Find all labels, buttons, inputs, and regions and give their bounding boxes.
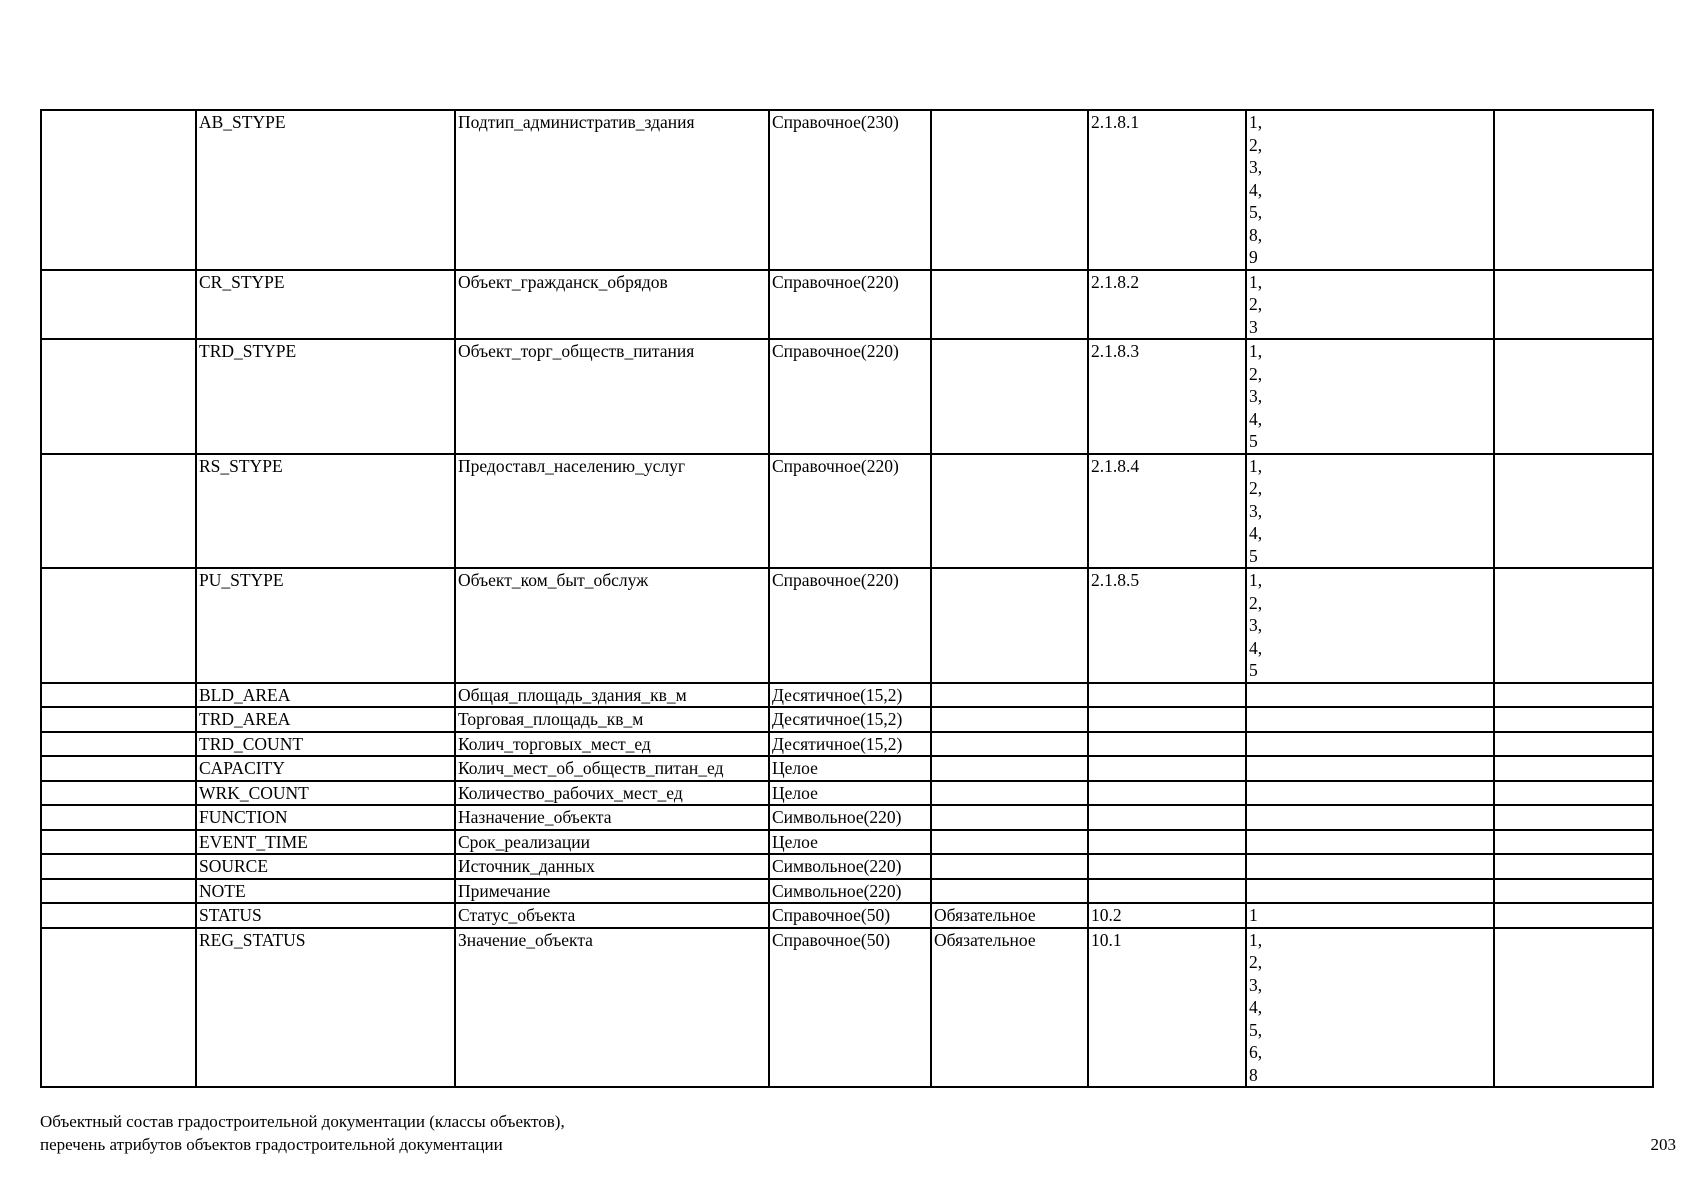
attribute-required [931, 879, 1088, 904]
attribute-name: Объект_ком_быт_обслуж [455, 568, 769, 683]
attributes-table [40, 109, 1654, 1088]
row-blank-end [1494, 781, 1653, 806]
attribute-code: BLD_AREA [196, 683, 455, 708]
value-item: 4, [1249, 637, 1263, 658]
attribute-required [931, 854, 1088, 879]
row-blank-end [1494, 879, 1653, 904]
attribute-type: Справочное(50) [769, 928, 931, 1088]
row-blank [41, 270, 196, 340]
attribute-name: Объект_торг_обществ_питания [455, 339, 769, 454]
attribute-ref: 2.1.8.4 [1088, 454, 1246, 569]
attribute-name: Статус_объекта [455, 903, 769, 928]
value-item: 3, [1249, 386, 1263, 406]
row-blank [41, 339, 196, 454]
value-item: 3, [1249, 157, 1263, 177]
attribute-name: Назначение_объекта [455, 805, 769, 830]
row-blank-end [1494, 928, 1653, 1088]
attribute-code: SOURCE [196, 854, 455, 879]
page-number: 203 [1650, 1135, 1676, 1154]
attribute-code: PU_STYPE [196, 568, 455, 683]
row-blank-end [1494, 854, 1653, 879]
attribute-type: Символьное(220) [769, 805, 931, 830]
attribute-code: EVENT_TIME [196, 830, 455, 855]
attribute-ref [1088, 781, 1246, 806]
attribute-code: CAPACITY [196, 756, 455, 781]
attribute-name: Торговая_площадь_кв_м [455, 707, 769, 732]
table-row [41, 854, 1653, 879]
row-blank [41, 781, 196, 806]
attribute-type: Справочное(230) [769, 110, 931, 270]
row-blank [41, 903, 196, 928]
attribute-values [1246, 756, 1494, 781]
value-item: 3 [1249, 316, 1258, 337]
attribute-type: Целое [769, 781, 931, 806]
attribute-type: Справочное(220) [769, 568, 931, 683]
attribute-ref [1088, 732, 1246, 757]
row-blank [41, 707, 196, 732]
attribute-required [931, 568, 1088, 683]
attribute-code: NOTE [196, 879, 455, 904]
attribute-type: Десятичное(15,2) [769, 707, 931, 732]
value-item: 5 [1249, 545, 1258, 566]
attribute-ref: 10.1 [1088, 928, 1246, 1088]
value-item: 1, [1249, 570, 1263, 590]
footer-line-1: Объектный состав градостроительной документации (классы объектов), [40, 1112, 565, 1131]
attribute-values [1246, 879, 1494, 904]
attribute-name: Общая_площадь_здания_кв_м [455, 683, 769, 708]
attribute-values [1246, 903, 1494, 928]
table-row [41, 928, 1653, 1088]
attribute-name: Источник_данных [455, 854, 769, 879]
footer-line-2: перечень атрибутов объектов градостроительной документации [40, 1135, 503, 1154]
row-blank-end [1494, 683, 1653, 708]
value-item: 4, [1249, 523, 1263, 543]
attribute-name: Количество_рабочих_мест_ед [455, 781, 769, 806]
attribute-type: Справочное(50) [769, 903, 931, 928]
attribute-required [931, 110, 1088, 270]
row-blank-end [1494, 732, 1653, 757]
table-row [41, 756, 1653, 781]
attribute-ref: 2.1.8.1 [1088, 110, 1246, 270]
table-row [41, 805, 1653, 830]
attribute-type: Символьное(220) [769, 854, 931, 879]
attribute-code: FUNCTION [196, 805, 455, 830]
attribute-required [931, 270, 1088, 340]
value-item: 1, [1249, 341, 1263, 361]
attribute-required [931, 732, 1088, 757]
attribute-type: Символьное(220) [769, 879, 931, 904]
attribute-code: STATUS [196, 903, 455, 928]
attribute-code: TRD_COUNT [196, 732, 455, 757]
attribute-required [931, 339, 1088, 454]
attribute-required [931, 781, 1088, 806]
attribute-name: Предоставл_населению_услуг [455, 454, 769, 569]
table-row [41, 454, 1653, 569]
attribute-type: Десятичное(15,2) [769, 732, 931, 757]
table-row [41, 683, 1653, 708]
attribute-ref [1088, 683, 1246, 708]
attribute-ref: 10.2 [1088, 903, 1246, 928]
row-blank-end [1494, 454, 1653, 569]
value-item: 1, [1249, 271, 1263, 292]
attribute-type: Целое [769, 830, 931, 855]
attribute-values [1246, 568, 1494, 683]
row-blank-end [1494, 568, 1653, 683]
value-item: 5 [1249, 431, 1258, 451]
attribute-code: TRD_STYPE [196, 339, 455, 454]
footer [40, 1110, 565, 1156]
attribute-required: Обязательное [931, 928, 1088, 1088]
table-row [41, 707, 1653, 732]
attribute-required [931, 756, 1088, 781]
attribute-name: Примечание [455, 879, 769, 904]
value-item: 1, [1249, 455, 1263, 476]
attribute-required [931, 683, 1088, 708]
value-item: 5, [1249, 202, 1263, 222]
attribute-values [1246, 732, 1494, 757]
row-blank-end [1494, 270, 1653, 340]
value-item: 5, [1249, 1019, 1263, 1040]
attribute-values [1246, 830, 1494, 855]
value-item: 3, [1249, 974, 1263, 995]
attribute-name: Колич_торговых_мест_ед [455, 732, 769, 757]
table-row [41, 110, 1653, 270]
attribute-code: TRD_AREA [196, 707, 455, 732]
attribute-ref [1088, 830, 1246, 855]
value-item: 4, [1249, 997, 1263, 1017]
row-blank [41, 756, 196, 781]
value-item: 1, [1249, 929, 1263, 950]
row-blank-end [1494, 339, 1653, 454]
attribute-type: Справочное(220) [769, 339, 931, 454]
attribute-values [1246, 683, 1494, 708]
value-item: 4, [1249, 408, 1263, 429]
value-item: 3, [1249, 615, 1263, 635]
attribute-values [1246, 110, 1494, 270]
value-item: 8 [1249, 1064, 1258, 1085]
table-row [41, 732, 1653, 757]
attribute-name: Срок_реализации [455, 830, 769, 855]
table-row [41, 903, 1653, 928]
attribute-values [1246, 270, 1494, 340]
value-item: 2, [1249, 363, 1263, 384]
table-row [41, 568, 1653, 683]
row-blank [41, 830, 196, 855]
attribute-required [931, 830, 1088, 855]
attribute-required [931, 805, 1088, 830]
value-item: 6, [1249, 1042, 1263, 1062]
attribute-name: Значение_объекта [455, 928, 769, 1088]
attribute-name: Колич_мест_об_обществ_питан_ед [455, 756, 769, 781]
value-item: 9 [1249, 247, 1258, 267]
attribute-name: Подтип_административ_здания [455, 110, 769, 270]
table-row [41, 270, 1653, 340]
value-item: 1, [1249, 112, 1263, 132]
attribute-ref [1088, 756, 1246, 781]
attribute-values [1246, 928, 1494, 1088]
attribute-code: REG_STATUS [196, 928, 455, 1088]
attribute-values [1246, 339, 1494, 454]
attribute-ref [1088, 707, 1246, 732]
value-item: 2, [1249, 592, 1263, 613]
row-blank-end [1494, 756, 1653, 781]
attribute-values [1246, 805, 1494, 830]
value-item: 5 [1249, 660, 1258, 680]
row-blank-end [1494, 903, 1653, 928]
row-blank-end [1494, 707, 1653, 732]
value-item: 3, [1249, 500, 1263, 521]
attribute-ref [1088, 805, 1246, 830]
attribute-code: CR_STYPE [196, 270, 455, 340]
row-blank [41, 568, 196, 683]
attribute-type: Целое [769, 756, 931, 781]
attribute-code: RS_STYPE [196, 454, 455, 569]
attribute-values [1246, 454, 1494, 569]
row-blank-end [1494, 830, 1653, 855]
value-item: 2, [1249, 952, 1263, 972]
value-item: 1 [1249, 905, 1258, 925]
attribute-values [1246, 707, 1494, 732]
attribute-type: Справочное(220) [769, 454, 931, 569]
attribute-ref: 2.1.8.5 [1088, 568, 1246, 683]
value-item: 2, [1249, 478, 1263, 498]
attribute-required [931, 707, 1088, 732]
row-blank [41, 110, 196, 270]
value-item: 8, [1249, 224, 1263, 245]
attribute-ref [1088, 879, 1246, 904]
attribute-name: Объект_гражданск_обрядов [455, 270, 769, 340]
attribute-type: Десятичное(15,2) [769, 683, 931, 708]
attribute-ref [1088, 854, 1246, 879]
table-row [41, 830, 1653, 855]
row-blank [41, 454, 196, 569]
table-row [41, 879, 1653, 904]
row-blank [41, 732, 196, 757]
attribute-ref: 2.1.8.2 [1088, 270, 1246, 340]
row-blank [41, 928, 196, 1088]
row-blank [41, 683, 196, 708]
attribute-ref: 2.1.8.3 [1088, 339, 1246, 454]
attribute-code: WRK_COUNT [196, 781, 455, 806]
attribute-code: AB_STYPE [196, 110, 455, 270]
value-item: 2, [1249, 134, 1263, 155]
attribute-values [1246, 854, 1494, 879]
attribute-values [1246, 781, 1494, 806]
attribute-required [931, 454, 1088, 569]
attribute-required: Обязательное [931, 903, 1088, 928]
row-blank-end [1494, 805, 1653, 830]
row-blank [41, 805, 196, 830]
attribute-type: Справочное(220) [769, 270, 931, 340]
value-item: 2, [1249, 294, 1263, 314]
row-blank [41, 879, 196, 904]
table-row [41, 339, 1653, 454]
value-item: 4, [1249, 179, 1263, 200]
table-row [41, 781, 1653, 806]
row-blank-end [1494, 110, 1653, 270]
row-blank [41, 854, 196, 879]
